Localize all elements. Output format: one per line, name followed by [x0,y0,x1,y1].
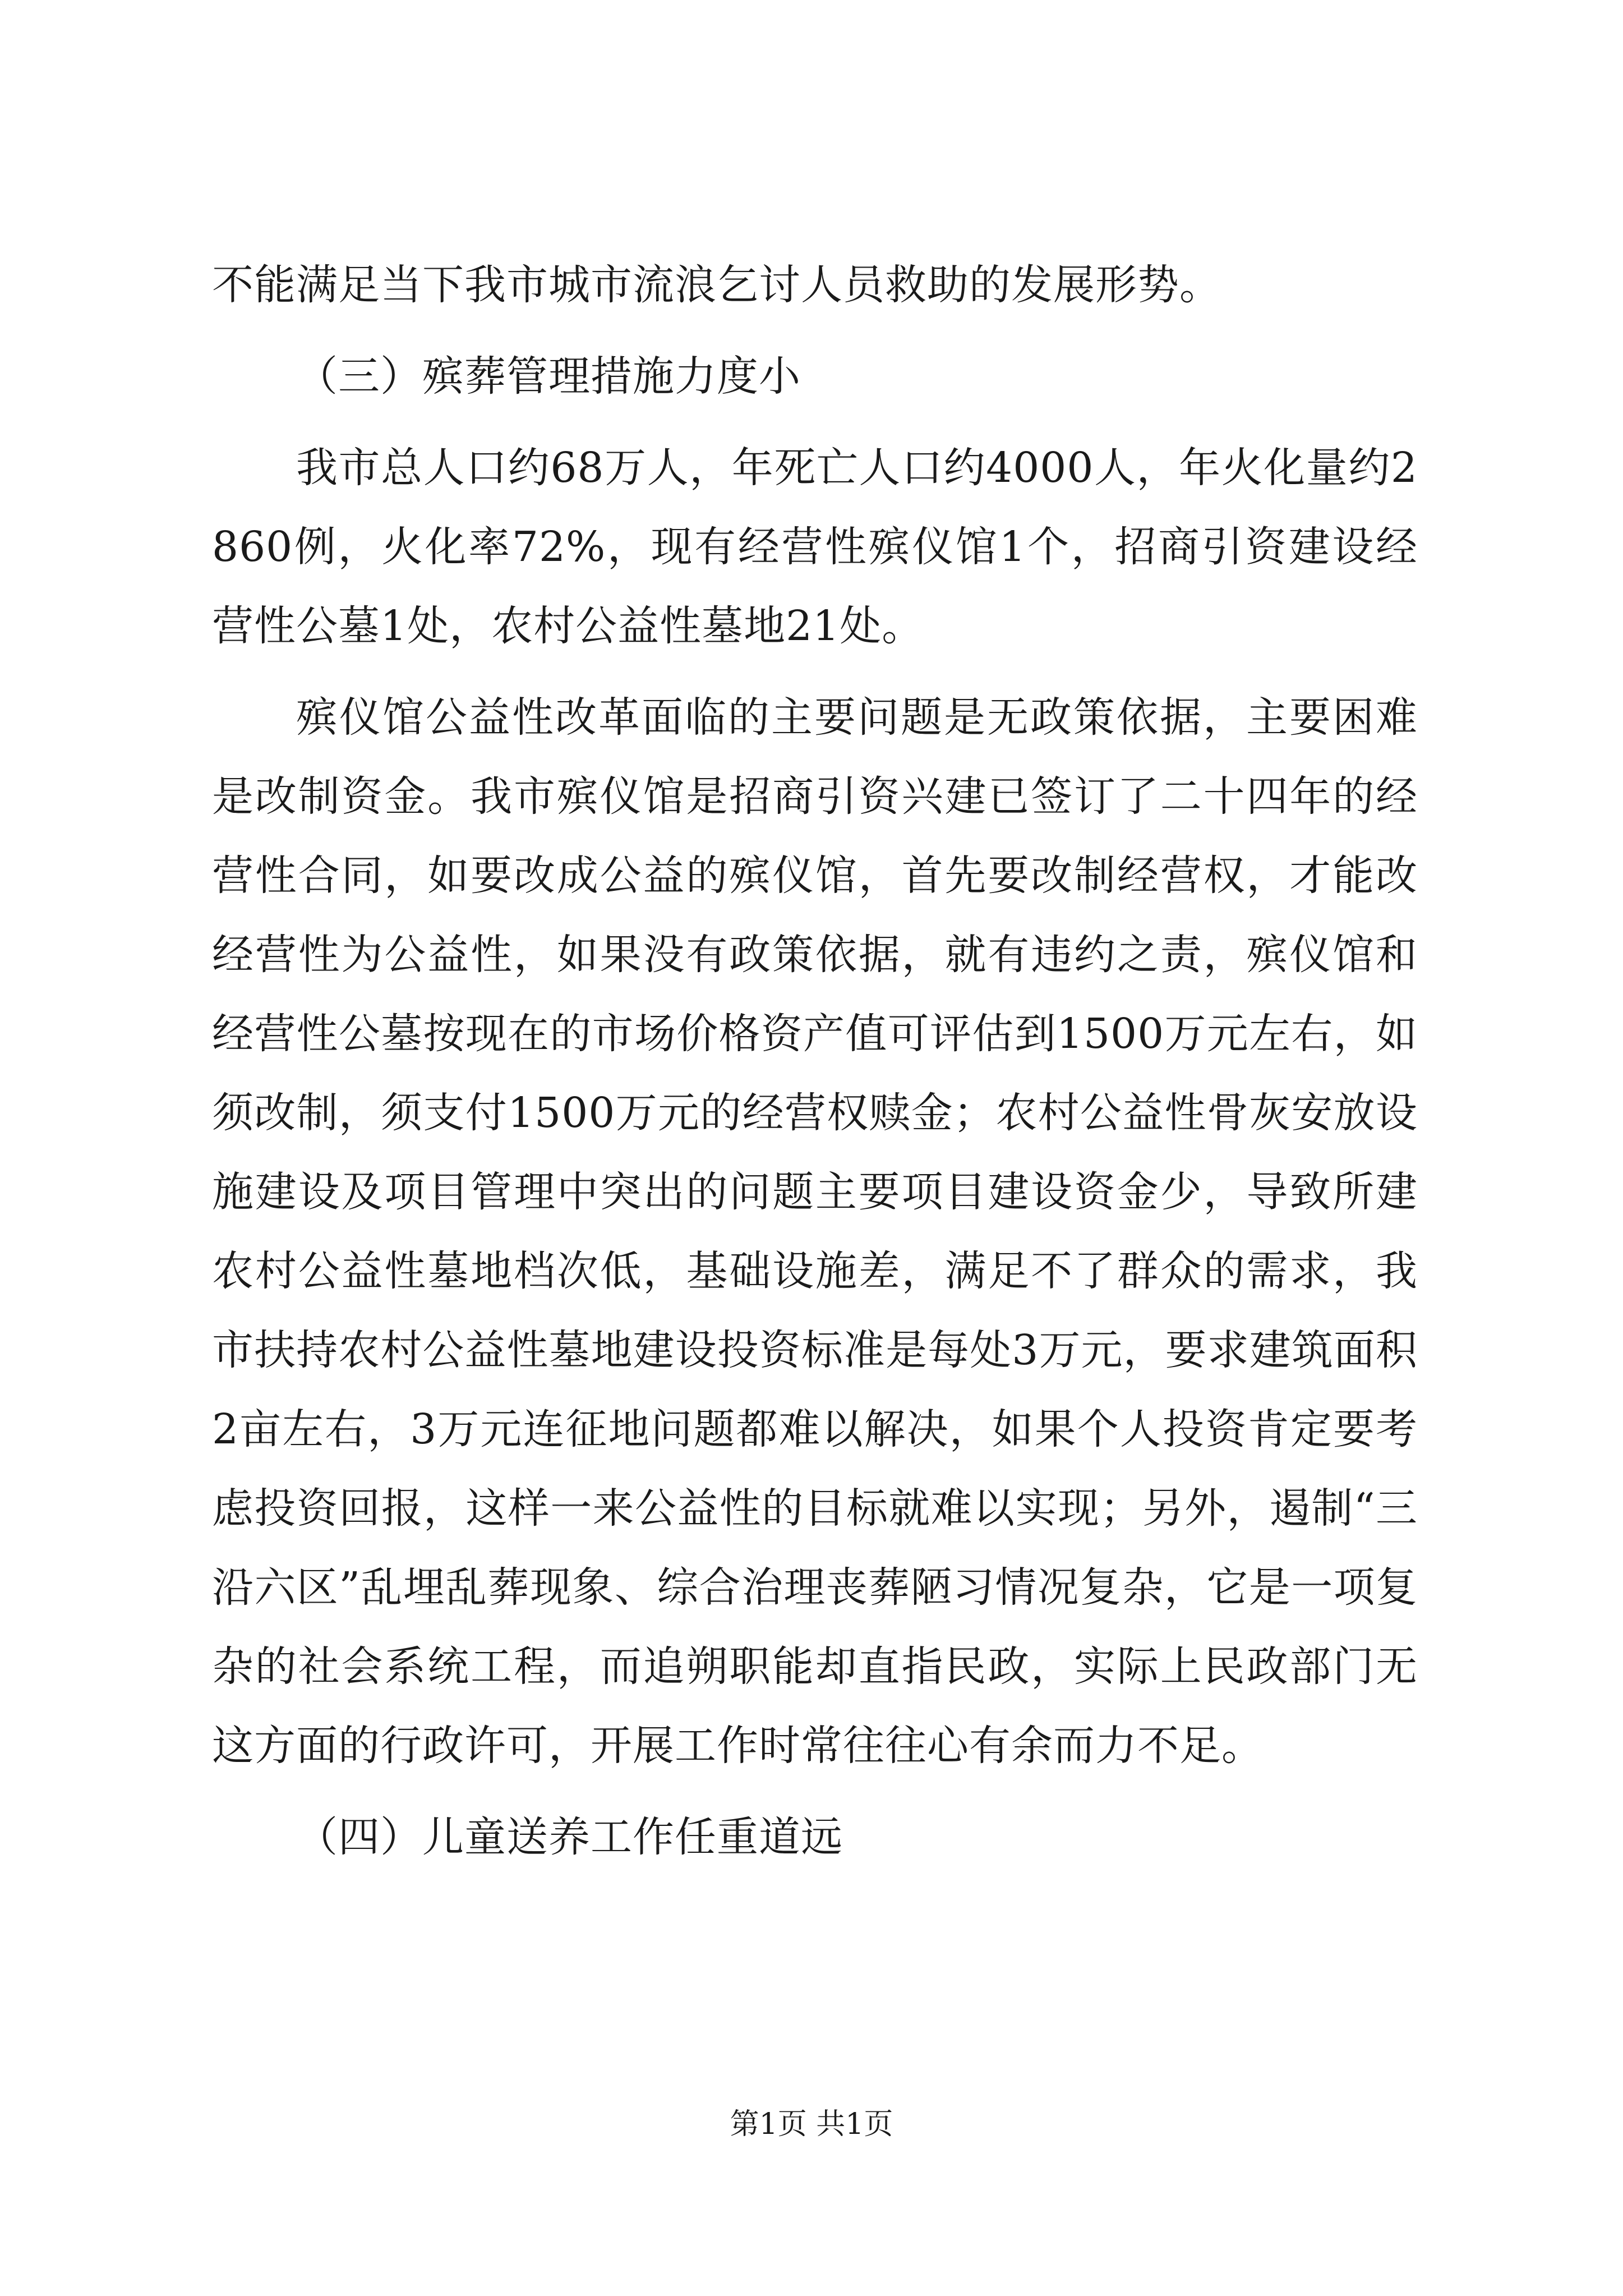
paragraph-funeral-statistics: 我市总人口约68万人，年死亡人口约4000人，年火化量约2860例，火化率72%，现有经营性殡仪馆1个，招商引资建设经营性公墓1处，农村公益性墓地21处。 [212,444,1418,650]
document-body [212,246,1418,1877]
section-heading-funeral-management: （三）殡葬管理措施力度小 [296,352,801,401]
paragraph-funeral-reform-issues: 殡仪馆公益性改革面临的主要问题是无政策依据，主要困难是改制资金。我市殡仪馆是招商引资兴建已签订了二十四年的经营性合同，如要改成公益的殡仪馆，首先要改制经营权，才能改经营性为公益性，如果没有政策依据，就有违约之责，殡仪馆和经营性公墓按现在的市场价格资产值可评估到1500万元左右，如须改制，须支付1500万元的经营权赎金；农村公益性骨灰安放设施建设及项目管理中突出的问题主要项目建设资金少，导致所建农村公益性墓地档次低，基础设施差，满足不了群众的需求，我市扶持农村公益性墓地建设投资标准是每处3万元，要求建筑面积2亩左右，3万元连征地问题都难以解决，如果个人投资肯定要考虑投资回报，这样一来公益性的目标就难以实现；另外，遏制“三沿六区”乱埋乱葬现象、综合治理丧葬陋习情况复杂，它是一项复杂的社会系统工程，而追朔职能却直指民政，实际上民政部门无这方面的行政许可，开展工作时常往往心有余而力不足。 [212,693,1418,1770]
paragraph-continuation: 不能满足当下我市城市流浪乞讨人员救助的发展形势。 [212,261,1221,309]
section-heading-child-adoption: （四）儿童送养工作任重道远 [296,1813,843,1861]
page-number-footer: 第1页 共1页 [730,2108,893,2141]
